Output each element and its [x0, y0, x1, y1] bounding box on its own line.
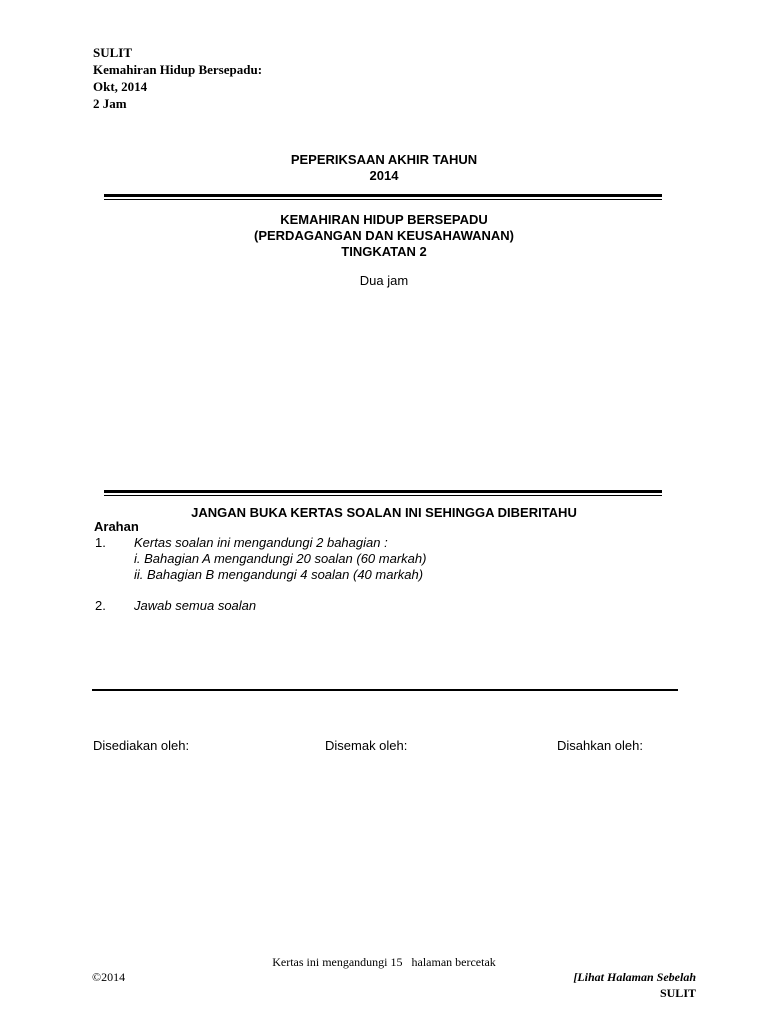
instructions-heading: Arahan: [94, 519, 139, 534]
double-divider-top: [104, 194, 662, 200]
instruction-sub-1: i. Bahagian A mengandungi 20 soalan (60 markah): [134, 551, 427, 566]
exam-title-line1: PEPERIKSAAN AKHIR TAHUN: [290, 152, 478, 167]
instruction-sub-2: ii. Bahagian B mengandungi 4 soalan (40 markah): [134, 567, 424, 582]
footer-classification: SULIT: [659, 986, 696, 1000]
instruction-number-2: 2.: [95, 598, 106, 613]
divider-line: [92, 689, 678, 691]
classification-label: SULIT: [93, 45, 133, 60]
approved-by-label: Disahkan oleh:: [557, 738, 643, 753]
subject-line3: TINGKATAN 2: [341, 244, 427, 259]
checked-by-label: Disemak oleh:: [325, 738, 408, 753]
subject-line2: (PERDAGANGAN DAN KEUSAHAWANAN): [254, 228, 514, 243]
subject-label: Kemahiran Hidup Bersepadu:: [93, 62, 263, 77]
exam-subject: [0, 212, 768, 260]
instruction-text-2: Jawab semua soalan: [134, 598, 257, 613]
duration-label: 2 Jam: [93, 96, 127, 111]
exam-title-year: 2014: [369, 168, 399, 183]
double-divider-bottom: [104, 490, 662, 496]
header-block: [93, 44, 262, 112]
pages-note: Kertas ini mengandungi 15 halaman bercetak: [272, 955, 496, 969]
date-label: Okt, 2014: [93, 79, 148, 94]
exam-duration: Dua jam: [359, 273, 409, 288]
subject-line1: KEMAHIRAN HIDUP BERSEPADU: [280, 212, 488, 227]
copyright-label: ©2014: [92, 970, 126, 984]
next-page-note: [Lihat Halaman Sebelah: [573, 970, 696, 984]
instruction-number-1: 1.: [95, 535, 106, 550]
warning-text: JANGAN BUKA KERTAS SOALAN INI SEHINGGA DIBERITAHU: [191, 505, 577, 520]
prepared-by-label: Disediakan oleh:: [93, 738, 190, 753]
exam-title: [0, 152, 768, 184]
instruction-text-1: Kertas soalan ini mengandungi 2 bahagian :: [134, 535, 388, 550]
